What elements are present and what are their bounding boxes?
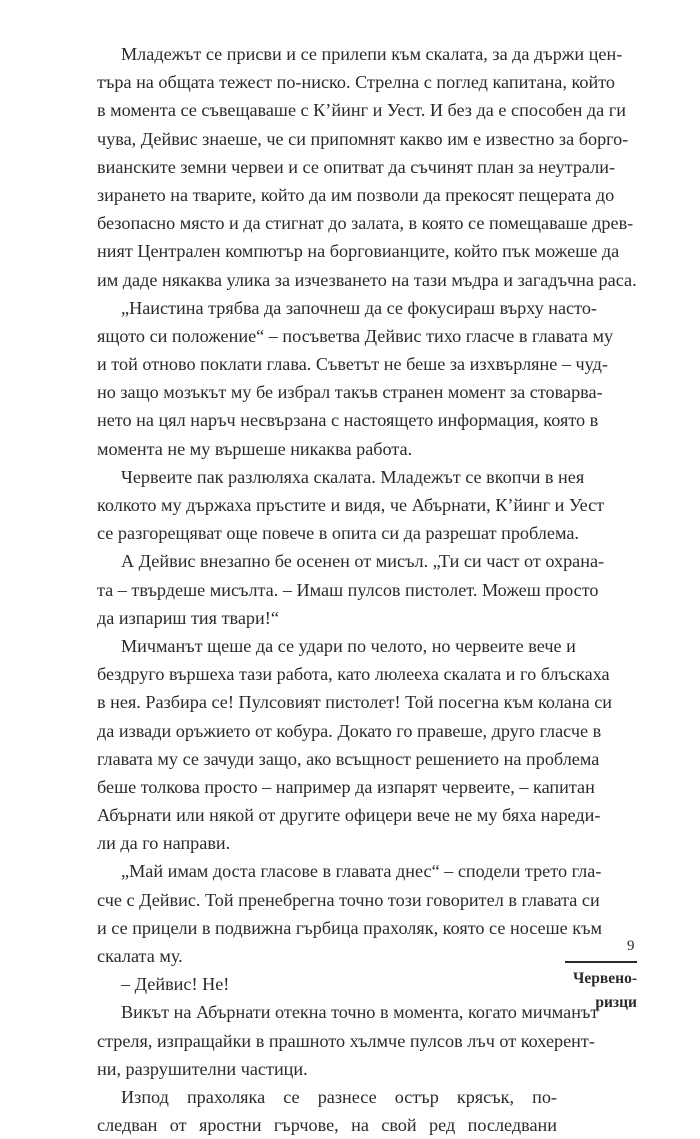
text-line: ният Централен компютър на борговианците, който пък можеше да	[97, 241, 620, 262]
text-line: бездруго вършеха тази работа, като люлееха скалата и го блъскаха	[97, 664, 610, 685]
running-title-line-1: Червено-	[573, 970, 637, 987]
text-line: стреля, изпращайки в прашното хълмче пулсов лъч от кохерент-	[97, 1030, 595, 1051]
text-line: в нея. Разбира се! Пулсовият пистолет! Той посегна към колана си	[97, 692, 613, 713]
text-line: главата му се зачуди защо, ако всъщност решението на проблема	[97, 748, 600, 769]
text-line: следван от яростни гърчове, на свой ред последвани	[97, 1115, 557, 1136]
text-line: сче с Дейвис. Той пренебрегна точно този говорител в главата си	[97, 889, 600, 910]
text-line: им даде някаква улика за изчезването на тази мъдра и загадъчна раса.	[97, 269, 637, 290]
text-line: момента не му вършеше никаква работа.	[97, 438, 413, 459]
text-line: Изпод прахоляка се разнесе остър крясък, по-	[121, 1086, 557, 1107]
text-line: беше толкова просто – например да изпарят червеите, – капитан	[97, 776, 595, 797]
text-line: в момента се съвещаваше с К’йинг и Уест. И без да е способен да ги	[97, 100, 626, 121]
text-line: ящото си положение“ – посъветва Дейвис тихо гласче в главата му	[97, 325, 614, 346]
text-line: се разгорещяват още повече в опита си да разрешат проблема.	[97, 523, 579, 544]
text-line: Младежът се присви и се прилепи към скалата, за да държи цен-	[121, 44, 623, 64]
text-line: и той отново поклати глава. Съветът не беше за изхвърляне – чуд-	[97, 354, 608, 375]
text-line: търа на общата тежест по-ниско. Стрелна с поглед капитана, който	[97, 72, 616, 93]
text-line: Викът на Абърнати отекна точно в момента, когато мичманът	[121, 1002, 599, 1023]
text-line: но защо мозъкът му бе избрал такъв странен момент за стоварва-	[97, 382, 603, 403]
page-number: 9	[627, 938, 635, 954]
text-line: „Май имам доста гласове в главата днес“ – сподели трето гла-	[121, 861, 602, 882]
text-line: нето на цял наръч несвързана с настоящето информация, която в	[97, 410, 599, 431]
text-line: та – твърдеше мисълта. – Имаш пулсов пистолет. Можеш просто	[97, 579, 599, 600]
text-line: ни, разрушителни частици.	[97, 1058, 308, 1079]
text-line: ли да го направи.	[97, 833, 231, 854]
text-line: А Дейвис внезапно бе осенен от мисъл. „Ти си част от охрана-	[121, 551, 605, 572]
footer-divider	[565, 961, 637, 963]
text-line: – Дейвис! Не!	[121, 974, 230, 995]
running-title	[565, 967, 637, 1015]
text-line: Червеите пак разлюляха скалата. Младежът се вкопчи в нея	[121, 466, 585, 487]
text-line: зирането на тварите, който да им позволи да прекосят пещерата до	[97, 184, 615, 205]
text-line: чува, Дейвис знаеше, че си припомнят какво им е известно за борго-	[97, 128, 629, 149]
text-line: да извади оръжието от кобура. Докато го правеше, друго гласче в	[97, 720, 602, 741]
text-line: и се прицели в подвижна гърбица прахоляк, която се носеше към	[97, 917, 602, 938]
text-line: Мичманът щеше да се удари по челото, но червеите вече и	[121, 635, 576, 656]
text-line: колкото му държаха пръстите и видя, че Абърнати, К’йинг и Уест	[97, 495, 605, 515]
text-line: да изпариш тия твари!“	[97, 607, 279, 628]
text-line: скалата му.	[97, 946, 183, 966]
running-title-line-2: ризци	[595, 994, 637, 1011]
text-line: безопасно място и да стигнат до залата, в която се помещаваше древ-	[97, 213, 634, 234]
text-line: Абърнати или някой от другите офицери вече не му бяха нареди-	[97, 805, 601, 826]
text-line: вианските земни червеи и се опитват да съчинят план за неутрали-	[97, 156, 616, 177]
text-line: „Наистина трябва да започнеш да се фокусираш върху насто-	[121, 297, 597, 318]
